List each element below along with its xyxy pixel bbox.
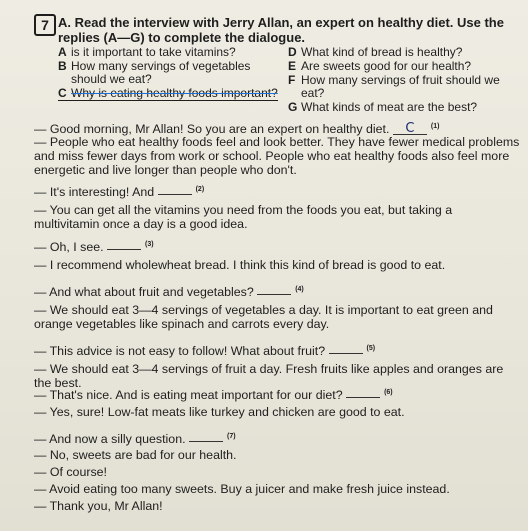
option-c: C Why is eating healthy foods important?: [58, 86, 278, 100]
option-a: A is it important to take vitamins?: [58, 45, 236, 59]
dialogue-line-4: — You can get all the vitamins you need from the foods you eat, but taking a multivitamin once a day is a good idea.: [34, 203, 453, 231]
dialogue-line-15: — Of course!: [34, 465, 107, 479]
dialogue-line-8: — We should eat 3—4 servings of vegetables a day. It is important to eat green and orange vegetables like spinach and carrots every day.: [34, 303, 493, 331]
dialogue-line-3: — It's interesting! And $^{(2)}$: [34, 183, 520, 199]
option-d: D What kind of bread is healthy?: [288, 45, 463, 59]
task-instruction: A. Read the interview with Jerry Allan, an expert on healthy diet. Use the replies (A—G) to complete the dialogue.: [58, 15, 504, 45]
options-right-column: [288, 46, 518, 115]
option-g: G What kinds of meat are the best?: [288, 100, 478, 114]
dialogue-line-14: — No, sweets are bad for our health.: [34, 448, 237, 462]
dialogue-line-9: — This advice is not easy to follow! What about fruit? $^{(5)}$: [34, 342, 520, 358]
options-left-column: [58, 46, 278, 102]
option-e: E Are sweets good for our health?: [288, 59, 472, 73]
answer-blank-3[interactable]: [107, 237, 141, 250]
option-f: F How many servings of fruit should we eat?: [288, 73, 500, 100]
dialogue-line-5: — Oh, I see. $^{(3)}$: [34, 238, 520, 254]
answer-blank-1[interactable]: C: [393, 122, 427, 135]
dialogue-line-6: — I recommend wholewheat bread. I think this kind of bread is good to eat.: [34, 258, 446, 272]
dialogue-line-16: — Avoid eating too many sweets. Buy a juicer and make fresh juice instead.: [34, 482, 450, 496]
option-b: B How many servings of vegetables should we eat?: [58, 59, 251, 86]
dialogue-line-11: — That's nice. And is eating meat important for our diet? $^{(6)}$: [34, 386, 520, 402]
answer-blank-5[interactable]: [329, 341, 363, 354]
answer-blank-4[interactable]: [257, 282, 291, 295]
dialogue-line-13: — And now a silly question. $^{(7)}$: [34, 430, 520, 446]
answer-blank-7[interactable]: [189, 429, 223, 442]
dialogue-line-17: — Thank you, Mr Allan!: [34, 499, 163, 513]
dialogue-line-2: — People who eat healthy foods feel and look better. They have fewer medical problems and miss fewer days from work or school. People who eat healthy foods also feel more energetic and live longer than people who don't.: [34, 135, 520, 177]
dialogue-line-1: — Good morning, Mr Allan! So you are an expert on healthy diet. C $^{(1)}$: [34, 121, 440, 137]
task-number: 7: [34, 14, 56, 36]
dialogue-line-12: — Yes, sure! Low-fat meats like turkey and chicken are good to eat.: [34, 405, 405, 419]
answer-blank-2[interactable]: [158, 182, 192, 195]
answer-blank-6[interactable]: [346, 385, 380, 398]
dialogue-line-10: — We should eat 3—4 servings of fruit a day. Fresh fruits like apples and oranges are the best.: [34, 362, 504, 390]
dialogue-line-7: — And what about fruit and vegetables? $^{(4)}$: [34, 283, 520, 299]
